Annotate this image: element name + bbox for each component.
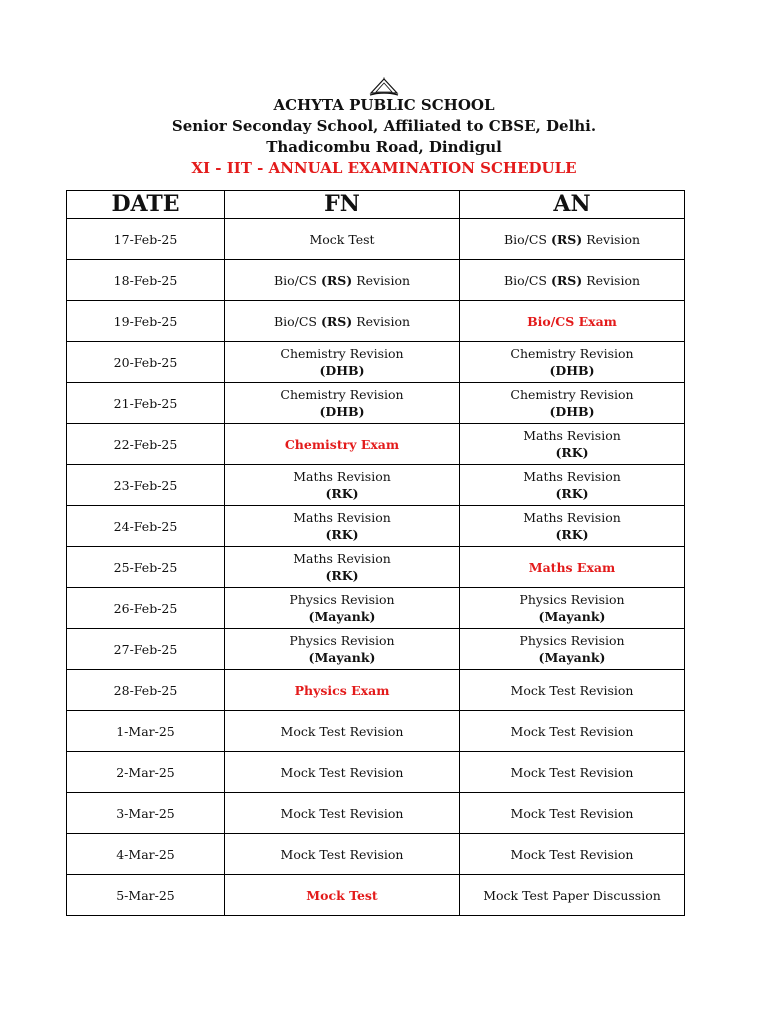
teacher-code: (Mayank) [308, 650, 376, 665]
table-row [67, 465, 685, 506]
teacher-code: (DHB) [549, 363, 595, 378]
cell-text: Mock Test Paper Discussion [483, 887, 661, 903]
teacher-code: (Mayank) [538, 609, 606, 624]
cell-date: 28-Feb-25 [67, 670, 225, 711]
cell-text: Bio/CS [503, 231, 551, 247]
cell-an [460, 752, 685, 793]
teacher-code: (RK) [325, 486, 359, 501]
table-row [67, 383, 685, 424]
cell-text: Maths Revision [523, 428, 621, 443]
cell-text: Mock Test Revision [280, 805, 404, 821]
cell-text: Revision [582, 231, 641, 247]
cell-date: 23-Feb-25 [67, 465, 225, 506]
cell-fn [225, 506, 460, 547]
cell-text: Revision [352, 313, 411, 329]
teacher-code: (RK) [555, 445, 589, 460]
teacher-code: (DHB) [549, 404, 595, 419]
cell-date: 25-Feb-25 [67, 547, 225, 588]
teacher-code: (RK) [555, 486, 589, 501]
cell-date: 20-Feb-25 [67, 342, 225, 383]
exam-label: Mock Test [306, 887, 378, 903]
table-row [67, 301, 685, 342]
cell-an [460, 219, 685, 260]
exam-label: Bio/CS Exam [527, 313, 617, 329]
cell-fn [225, 834, 460, 875]
table-row [67, 219, 685, 260]
cell-text: Revision [352, 272, 411, 288]
table-row [67, 342, 685, 383]
cell-fn [225, 793, 460, 834]
cell-text: Mock Test Revision [510, 764, 634, 780]
cell-date: 26-Feb-25 [67, 588, 225, 629]
cell-an [460, 588, 685, 629]
table-row [67, 711, 685, 752]
cell-an [460, 547, 685, 588]
cell-fn [225, 875, 460, 916]
teacher-code: (RS) [550, 231, 583, 247]
cell-fn [225, 670, 460, 711]
cell-text: Mock Test Revision [510, 723, 634, 739]
table-row [67, 752, 685, 793]
cell-fn [225, 260, 460, 301]
teacher-code: (Mayank) [538, 650, 606, 665]
school-affiliation: Senior Seconday School, Affiliated to CBSE, Delhi. [171, 117, 597, 135]
column-header-an: AN [460, 191, 685, 219]
cell-date: 22-Feb-25 [67, 424, 225, 465]
cell-an [460, 670, 685, 711]
cell-text: Physics Revision [289, 633, 395, 648]
cell-fn [225, 752, 460, 793]
cell-an [460, 629, 685, 670]
exam-schedule-table [66, 190, 685, 916]
cell-fn [225, 465, 460, 506]
teacher-code: (DHB) [319, 404, 365, 419]
cell-text: Bio/CS [503, 272, 551, 288]
cell-fn [225, 219, 460, 260]
cell-fn [225, 547, 460, 588]
cell-date: 2-Mar-25 [67, 752, 225, 793]
cell-text: Maths Revision [293, 551, 391, 566]
cell-text: Chemistry Revision [280, 346, 404, 361]
table-row [67, 834, 685, 875]
cell-text: Bio/CS [273, 313, 321, 329]
cell-text: Mock Test [309, 231, 375, 247]
column-header-date: DATE [67, 191, 225, 219]
cell-text: Mock Test Revision [280, 846, 404, 862]
teacher-code: (DHB) [319, 363, 365, 378]
cell-date: 24-Feb-25 [67, 506, 225, 547]
exam-label: Maths Exam [528, 559, 616, 575]
cell-fn [225, 588, 460, 629]
cell-date: 3-Mar-25 [67, 793, 225, 834]
table-row [67, 670, 685, 711]
cell-text: Mock Test Revision [280, 723, 404, 739]
cell-date: 1-Mar-25 [67, 711, 225, 752]
cell-text: Mock Test Revision [280, 764, 404, 780]
cell-fn [225, 383, 460, 424]
column-header-fn: FN [225, 191, 460, 219]
cell-text: Chemistry Revision [510, 346, 634, 361]
cell-date: 27-Feb-25 [67, 629, 225, 670]
cell-date: 4-Mar-25 [67, 834, 225, 875]
teacher-code: (RK) [325, 527, 359, 542]
school-name: ACHYTA PUBLIC SCHOOL [273, 96, 495, 114]
teacher-code: (RK) [555, 527, 589, 542]
teacher-code: (RS) [320, 272, 353, 288]
cell-text: Chemistry Revision [280, 387, 404, 402]
cell-an [460, 424, 685, 465]
cell-an [460, 260, 685, 301]
teacher-code: (RS) [320, 313, 353, 329]
teacher-code: (Mayank) [308, 609, 376, 624]
cell-an [460, 465, 685, 506]
schedule-title: XI - IIT - ANNUAL EXAMINATION SCHEDULE [191, 159, 577, 177]
cell-date: 17-Feb-25 [67, 219, 225, 260]
cell-date: 18-Feb-25 [67, 260, 225, 301]
cell-fn [225, 424, 460, 465]
table-row [67, 260, 685, 301]
cell-an [460, 506, 685, 547]
table-row [67, 547, 685, 588]
cell-text: Mock Test Revision [510, 846, 634, 862]
cell-text: Maths Revision [523, 469, 621, 484]
cell-text: Maths Revision [293, 469, 391, 484]
cell-text: Maths Revision [523, 510, 621, 525]
table-row [67, 506, 685, 547]
cell-text: Bio/CS [273, 272, 321, 288]
cell-an [460, 301, 685, 342]
cell-text: Maths Revision [293, 510, 391, 525]
cell-an [460, 342, 685, 383]
table-row [67, 424, 685, 465]
table-body [67, 219, 685, 916]
exam-label: Chemistry Exam [284, 436, 400, 452]
school-address: Thadicombu Road, Dindigul [266, 138, 502, 156]
cell-text: Chemistry Revision [510, 387, 634, 402]
cell-text: Mock Test Revision [510, 805, 634, 821]
cell-an [460, 383, 685, 424]
cell-an [460, 875, 685, 916]
cell-an [460, 711, 685, 752]
cell-an [460, 834, 685, 875]
table-row [67, 588, 685, 629]
teacher-code: (RS) [550, 272, 583, 288]
table-row [67, 793, 685, 834]
cell-fn [225, 342, 460, 383]
teacher-code: (RK) [325, 568, 359, 583]
table-header-row [67, 191, 685, 219]
table-row [67, 875, 685, 916]
cell-date: 21-Feb-25 [67, 383, 225, 424]
cell-text: Physics Revision [289, 592, 395, 607]
cell-fn [225, 711, 460, 752]
cell-text: Revision [582, 272, 641, 288]
cell-an [460, 793, 685, 834]
cell-fn [225, 301, 460, 342]
exam-label: Physics Exam [294, 682, 390, 698]
cell-fn [225, 629, 460, 670]
cell-text: Physics Revision [519, 633, 625, 648]
table-row [67, 629, 685, 670]
cell-text: Physics Revision [519, 592, 625, 607]
cell-date: 5-Mar-25 [67, 875, 225, 916]
cell-date: 19-Feb-25 [67, 301, 225, 342]
cell-text: Mock Test Revision [510, 682, 634, 698]
